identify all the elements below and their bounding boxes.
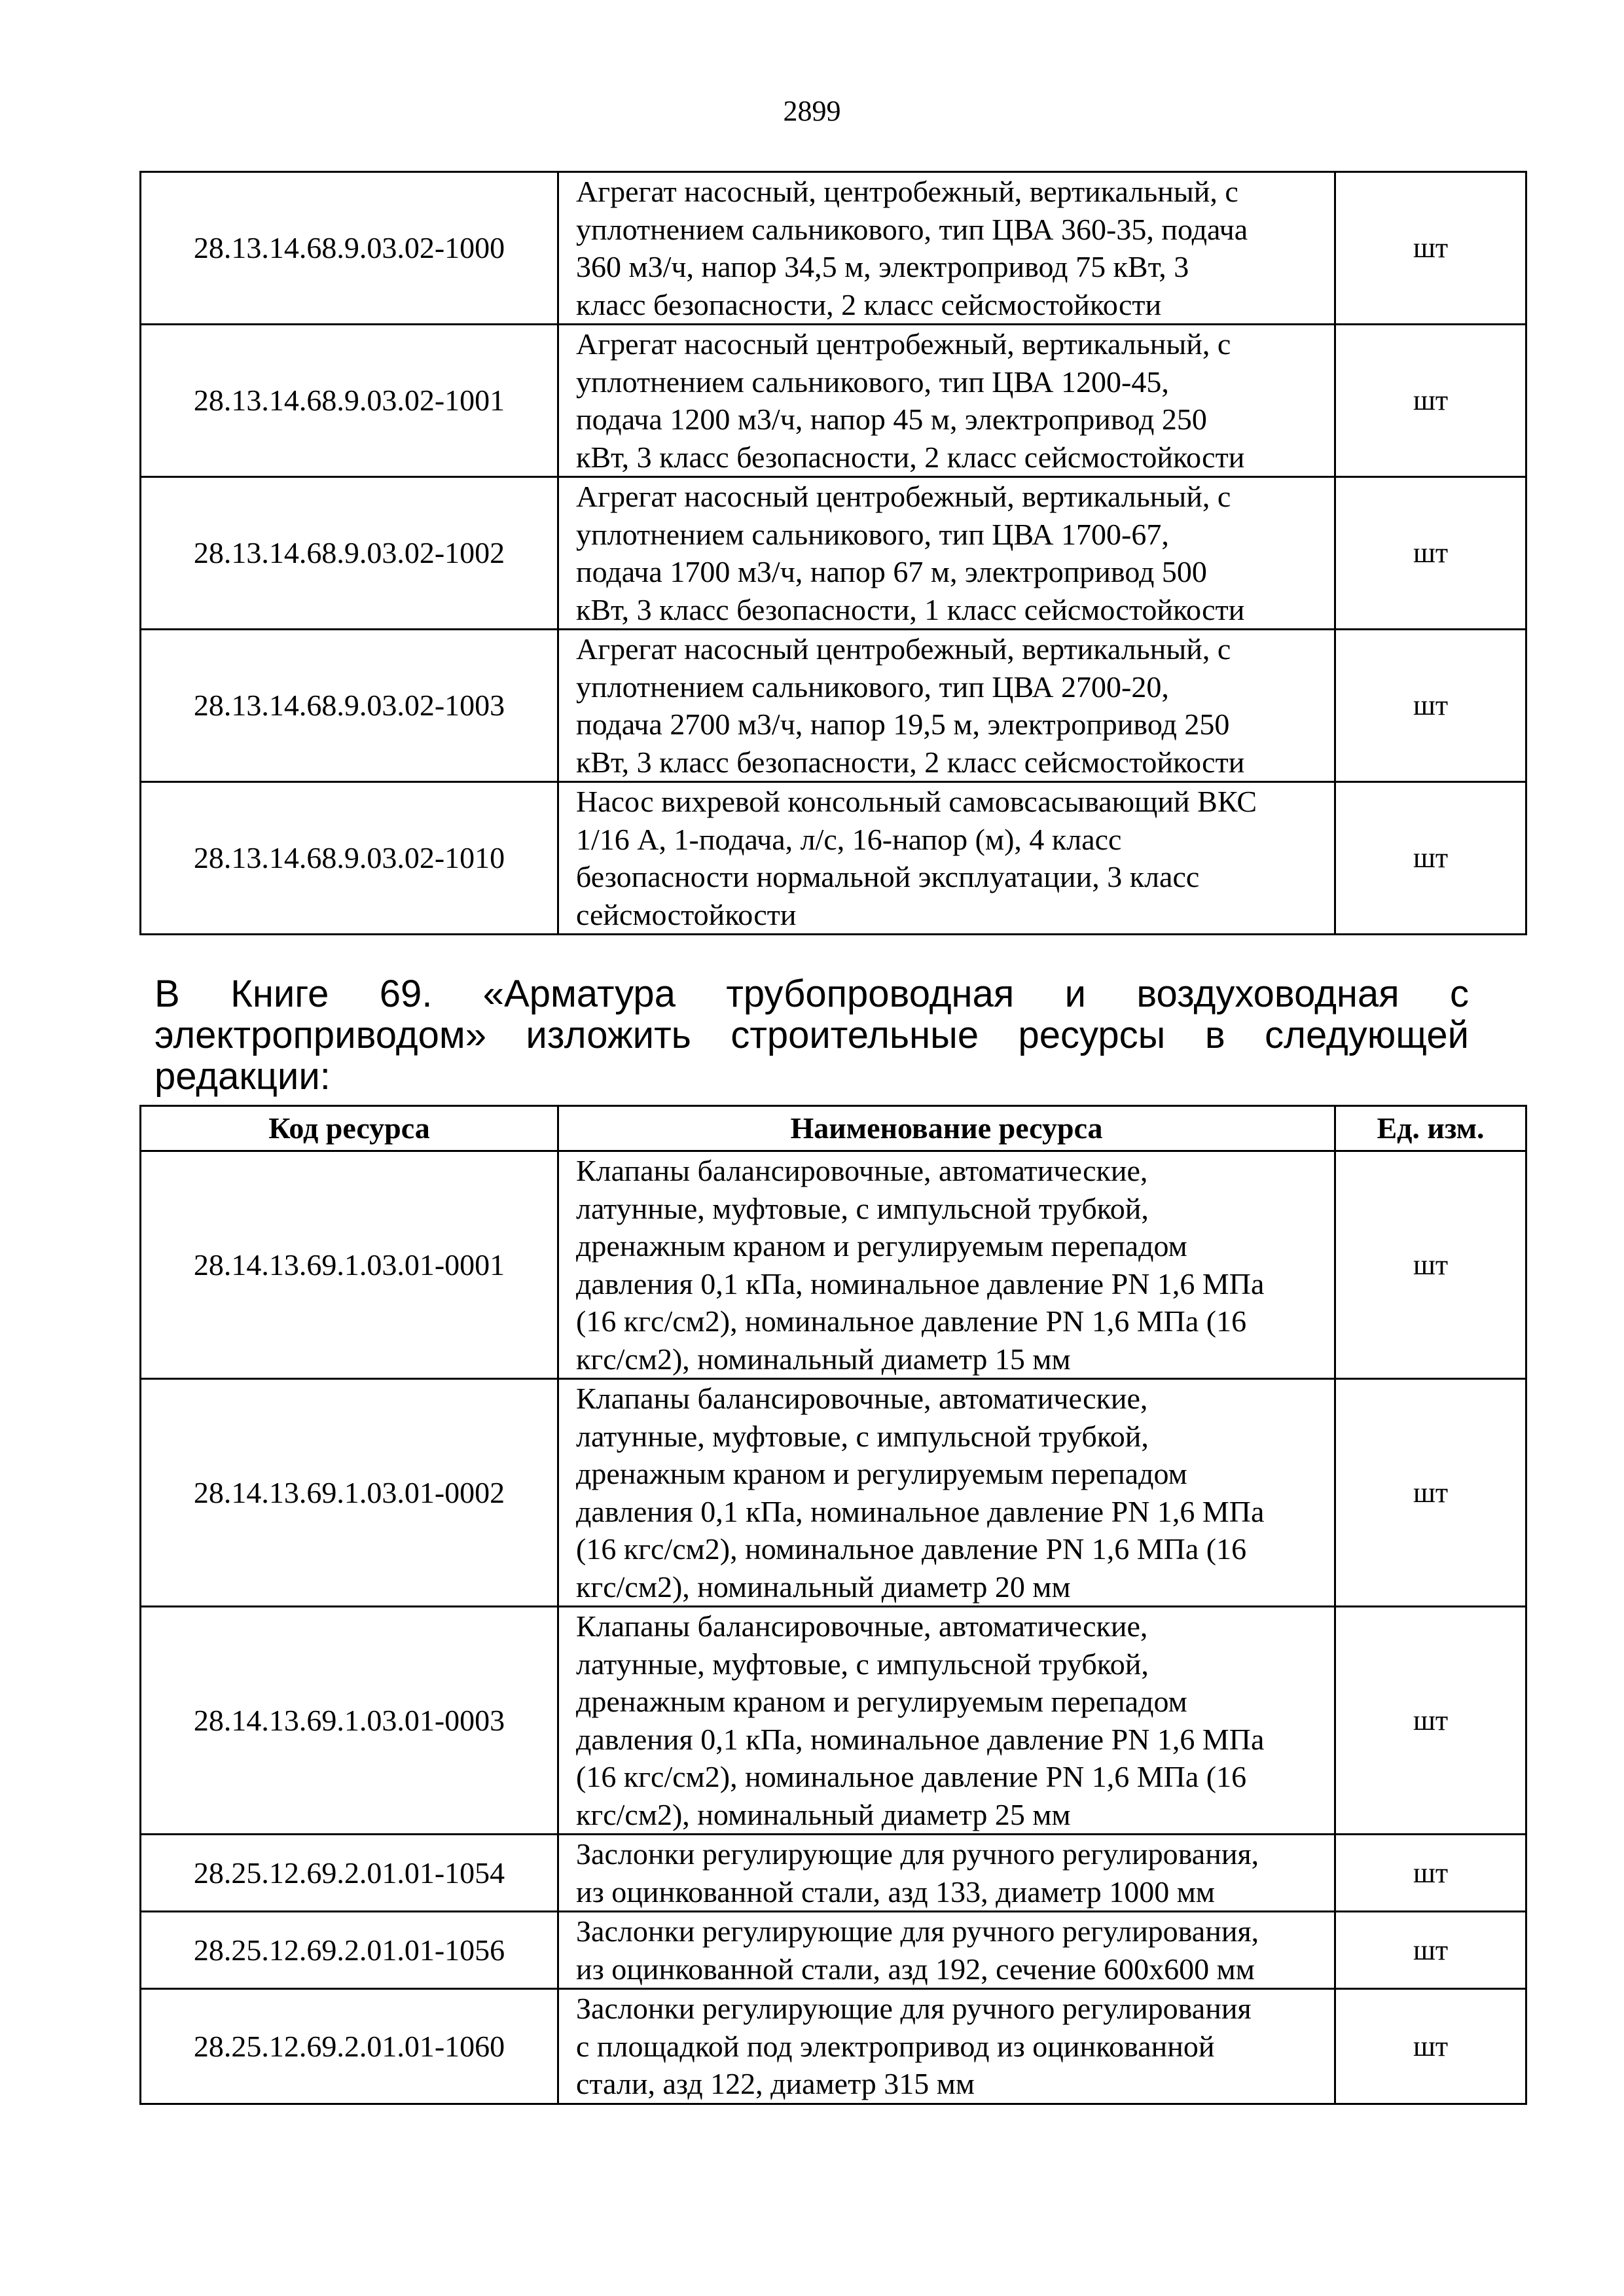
- name-line: Насос вихревой консольный самовсасывающий ВКС: [576, 785, 1257, 818]
- resource-unit: шт: [1335, 325, 1526, 477]
- resource-name: [558, 325, 1335, 477]
- resource-code: 28.13.14.68.9.03.02-1003: [141, 630, 558, 782]
- column-header-name: Наименование ресурса: [558, 1106, 1335, 1151]
- name-line: с площадкой под электропривод из оцинкованной: [576, 2029, 1215, 2063]
- table-row: [141, 630, 1526, 782]
- table-row: [141, 325, 1526, 477]
- name-line: кВт, 3 класс безопасности, 1 класс сейсмостойкости: [576, 592, 1245, 626]
- resource-unit: шт: [1335, 782, 1526, 935]
- name-line: (16 кгс/см2), номинальное давление PN 1,6 МПа (16: [576, 1532, 1247, 1566]
- resource-code: 28.25.12.69.2.01.01-1056: [141, 1912, 558, 1989]
- name-line: уплотнением сальникового, тип ЦВА 1700-67,: [576, 517, 1169, 551]
- table-body: [141, 172, 1526, 935]
- name-line: 1/16 А, 1-подача, л/с, 16-напор (м), 4 класс: [576, 822, 1122, 856]
- name-line: сейсмостойкости: [576, 897, 797, 931]
- table-row: [141, 1912, 1526, 1989]
- name-line: кгс/см2), номинальный диаметр 25 мм: [576, 1797, 1071, 1831]
- column-header-unit: Ед. изм.: [1335, 1106, 1526, 1151]
- resource-unit: шт: [1335, 630, 1526, 782]
- name-line: подача 1200 м3/ч, напор 45 м, электропривод 250: [576, 403, 1207, 436]
- resource-code: 28.14.13.69.1.03.01-0003: [141, 1607, 558, 1835]
- name-line: Агрегат насосный, центробежный, вертикальный, с: [576, 175, 1238, 208]
- name-line: кгс/см2), номинальный диаметр 20 мм: [576, 1570, 1071, 1604]
- resource-name: [558, 782, 1335, 935]
- resource-code: 28.13.14.68.9.03.02-1010: [141, 782, 558, 935]
- resource-code: 28.13.14.68.9.03.02-1002: [141, 477, 558, 630]
- resource-table-continued: [139, 171, 1527, 935]
- resource-code: 28.14.13.69.1.03.01-0002: [141, 1379, 558, 1607]
- resource-name: [558, 477, 1335, 630]
- name-line: из оцинкованной стали, азд 133, диаметр 1000 мм: [576, 1874, 1216, 1909]
- resource-name: [558, 1912, 1335, 1989]
- resource-unit: шт: [1335, 1151, 1526, 1379]
- name-line: Агрегат насосный центробежный, вертикальный, с: [576, 327, 1231, 361]
- name-line: уплотнением сальникового, тип ЦВА 2700-20,: [576, 670, 1169, 704]
- table-header: [141, 1106, 1526, 1151]
- name-line: класс безопасности, 2 класс сейсмостойкости: [576, 287, 1162, 321]
- resource-unit: шт: [1335, 1379, 1526, 1607]
- resource-unit: шт: [1335, 1989, 1526, 2104]
- table-row: [141, 1151, 1526, 1379]
- table-row: [141, 1989, 1526, 2104]
- table-row: [141, 782, 1526, 935]
- resource-code: 28.13.14.68.9.03.02-1001: [141, 325, 558, 477]
- resource-name: [558, 1151, 1335, 1379]
- resource-unit: шт: [1335, 477, 1526, 630]
- resource-name: [558, 630, 1335, 782]
- table-row: [141, 1379, 1526, 1607]
- resource-unit: шт: [1335, 172, 1526, 325]
- name-line: давления 0,1 кПа, номинальное давление PN 1,6 МПа: [576, 1722, 1265, 1756]
- name-line: подача 2700 м3/ч, напор 19,5 м, электропривод 250: [576, 708, 1230, 741]
- name-line: стали, азд 122, диаметр 315 мм: [576, 2067, 975, 2100]
- page-number: 2899: [783, 95, 841, 127]
- name-line: (16 кгс/см2), номинальное давление PN 1,6 МПа (16: [576, 1304, 1247, 1338]
- table-row: [141, 1607, 1526, 1835]
- name-line: кВт, 3 класс безопасности, 2 класс сейсмостойкости: [576, 745, 1245, 779]
- header-row: [141, 1106, 1526, 1151]
- column-header-code: Код ресурса: [141, 1106, 558, 1151]
- resource-code: 28.13.14.68.9.03.02-1000: [141, 172, 558, 325]
- name-line: дренажным краном и регулируемым перепадом: [576, 1685, 1187, 1718]
- name-line: (16 кгс/см2), номинальное давление PN 1,6 МПа (16: [576, 1760, 1247, 1793]
- name-line: Заслонки регулирующие для ручного регулирования: [576, 1992, 1252, 2025]
- name-line: Клапаны балансировочные, автоматические,: [576, 1609, 1148, 1643]
- table-row: [141, 477, 1526, 630]
- name-line: Заслонки регулирующие для ручного регулирования,: [576, 1914, 1259, 1948]
- table-row: [141, 1835, 1526, 1912]
- name-line: латунные, муфтовые, с импульсной трубкой,: [576, 1647, 1149, 1681]
- name-line: уплотнением сальникового, тип ЦВА 360-35, подача: [576, 212, 1248, 246]
- name-line: кгс/см2), номинальный диаметр 15 мм: [576, 1342, 1071, 1376]
- name-line: Агрегат насосный центробежный, вертикальный, с: [576, 480, 1231, 513]
- name-line: Заслонки регулирующие для ручного регулирования,: [576, 1837, 1259, 1871]
- resource-unit: шт: [1335, 1912, 1526, 1989]
- name-line: уплотнением сальникового, тип ЦВА 1200-45,: [576, 365, 1169, 399]
- resource-table: [139, 1105, 1527, 2105]
- name-line: кВт, 3 класс безопасности, 2 класс сейсмостойкости: [576, 440, 1245, 474]
- name-line: безопасности нормальной эксплуатации, 3 класс: [576, 860, 1200, 893]
- resource-name: [558, 1379, 1335, 1607]
- name-line: подача 1700 м3/ч, напор 67 м, электропривод 500: [576, 555, 1207, 588]
- name-line: дренажным краном и регулируемым перепадом: [576, 1229, 1187, 1263]
- resource-code: 28.25.12.69.2.01.01-1054: [141, 1835, 558, 1912]
- name-line: латунные, муфтовые, с импульсной трубкой,: [576, 1191, 1149, 1225]
- resource-name: [558, 172, 1335, 325]
- resource-unit: шт: [1335, 1835, 1526, 1912]
- section-paragraph: В Книге 69. «Арматура трубопроводная и воздуховодная с электроприводом» изложить строительные ресурсы в следующей редакции:: [154, 973, 1469, 1098]
- resource-unit: шт: [1335, 1607, 1526, 1835]
- name-line: давления 0,1 кПа, номинальное давление PN 1,6 МПа: [576, 1494, 1265, 1528]
- name-line: из оцинкованной стали, азд 192, сечение 600x600 мм: [576, 1952, 1255, 1986]
- resource-name: [558, 1607, 1335, 1835]
- resource-name: [558, 1989, 1335, 2104]
- name-line: латунные, муфтовые, с импульсной трубкой,: [576, 1419, 1149, 1453]
- name-line: Клапаны балансировочные, автоматические,: [576, 1154, 1148, 1187]
- name-line: 360 м3/ч, напор 34,5 м, электропривод 75 кВт, 3: [576, 250, 1189, 283]
- table-row: [141, 172, 1526, 325]
- name-line: давления 0,1 кПа, номинальное давление PN 1,6 МПа: [576, 1266, 1265, 1300]
- resource-code: 28.14.13.69.1.03.01-0001: [141, 1151, 558, 1379]
- table-body: [141, 1151, 1526, 2104]
- resource-code: 28.25.12.69.2.01.01-1060: [141, 1989, 558, 2104]
- name-line: Клапаны балансировочные, автоматические,: [576, 1382, 1148, 1415]
- name-line: Агрегат насосный центробежный, вертикальный, с: [576, 632, 1231, 666]
- resource-name: [558, 1835, 1335, 1912]
- name-line: дренажным краном и регулируемым перепадом: [576, 1457, 1187, 1490]
